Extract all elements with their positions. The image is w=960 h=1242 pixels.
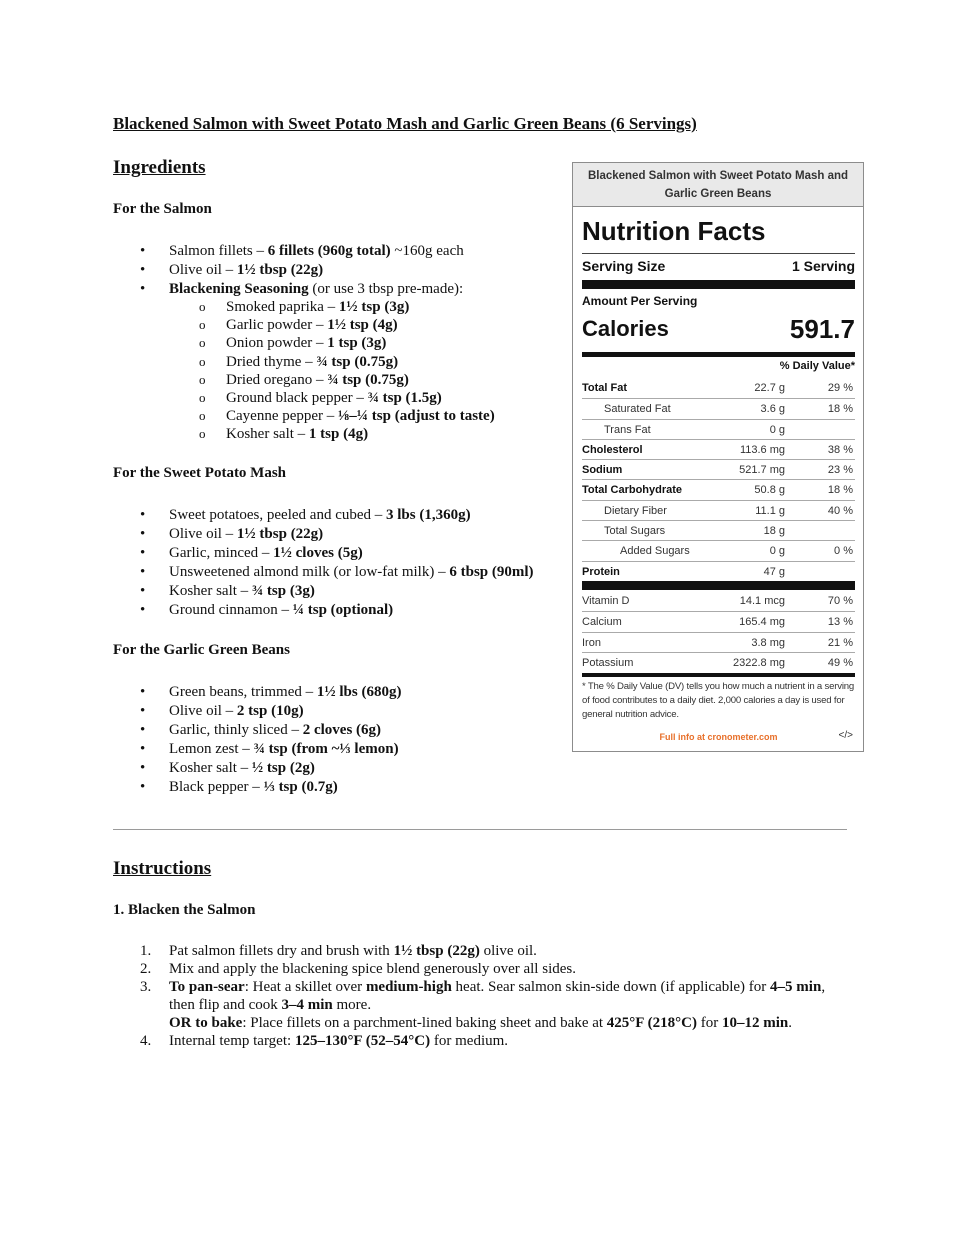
nutrient-row bbox=[582, 479, 855, 499]
nutrient-amount: 521.7 mg bbox=[739, 464, 785, 477]
item-text: Kosher salt – bbox=[169, 583, 252, 599]
item-text: Kosher salt – bbox=[226, 426, 309, 443]
nutrient-row bbox=[582, 520, 855, 540]
nutrient-name: Dietary Fiber bbox=[604, 504, 667, 517]
list-item bbox=[140, 721, 401, 740]
item-text: Cayenne pepper – bbox=[226, 408, 339, 425]
step-emphasis: 425°F (218°C) bbox=[606, 1015, 697, 1031]
list-item bbox=[140, 280, 464, 299]
nutrient-row bbox=[582, 439, 855, 459]
item-quantity: 6 fillets (960g total) bbox=[267, 243, 391, 259]
item-quantity: 2 cloves (6g) bbox=[302, 722, 382, 738]
mash-heading: For the Sweet Potato Mash bbox=[113, 465, 287, 481]
beans-heading: For the Garlic Green Beans bbox=[113, 642, 290, 658]
divider bbox=[582, 253, 855, 254]
nutrient-name: Total Carbohydrate bbox=[582, 484, 683, 497]
step1-list bbox=[140, 942, 840, 1050]
item-text: Dried thyme – bbox=[226, 353, 317, 370]
serving-size-value: 1 Serving bbox=[791, 258, 855, 274]
instruction-step bbox=[140, 942, 840, 960]
step-text: heat. Sear salmon skin-side down (if applicable) for bbox=[451, 979, 771, 995]
thick-divider bbox=[582, 280, 855, 289]
nutrient-name: Calcium bbox=[582, 616, 622, 629]
nutrient-name: Added Sugars bbox=[620, 545, 690, 558]
nutrient-daily-value: 23 % bbox=[827, 464, 853, 477]
nutrient-row bbox=[582, 419, 855, 439]
nutrient-name: Total Fat bbox=[582, 382, 628, 394]
step-number: 4. bbox=[140, 1033, 152, 1049]
nutrient-daily-value: 0 % bbox=[834, 545, 853, 558]
salmon-list bbox=[140, 242, 464, 299]
nutrient-name: Iron bbox=[582, 636, 601, 649]
list-item bbox=[197, 353, 495, 371]
nutrient-rows bbox=[582, 378, 855, 581]
item-text: Smoked paprika – bbox=[226, 299, 339, 315]
step-text: , then flip and cook bbox=[169, 979, 826, 1013]
item-quantity: 1½ tsp (4g) bbox=[327, 317, 398, 334]
item-quantity: 1½ tbsp (22g) bbox=[236, 526, 324, 542]
nutrient-amount: 11.1 g bbox=[755, 504, 785, 517]
step-text: for medium. bbox=[430, 1033, 509, 1049]
medium-divider bbox=[582, 352, 855, 357]
list-item bbox=[140, 759, 401, 778]
step-text: : Heat a skillet over bbox=[244, 979, 366, 995]
nutrient-row bbox=[582, 500, 855, 520]
nutrient-name: Cholesterol bbox=[582, 443, 643, 456]
list-item bbox=[140, 702, 401, 721]
list-item bbox=[140, 506, 534, 525]
step-text: Mix and apply the blackening spice blend generously over all sides. bbox=[169, 961, 576, 977]
item-quantity: 1½ tbsp (22g) bbox=[236, 262, 324, 278]
item-quantity: ⅓ tsp (0.7g) bbox=[263, 779, 338, 795]
list-item bbox=[140, 242, 464, 261]
list-item bbox=[197, 371, 495, 389]
nutrient-amount: 18 g bbox=[763, 525, 785, 538]
step-number: 1. bbox=[140, 943, 152, 959]
nutrient-row bbox=[582, 591, 855, 611]
nutrient-name: Potassium bbox=[582, 656, 634, 669]
item-text: Olive oil – bbox=[169, 262, 237, 278]
instruction-step bbox=[140, 1032, 840, 1050]
list-item bbox=[140, 525, 534, 544]
step-text: Pat salmon fillets dry and brush with bbox=[169, 943, 394, 959]
item-quantity: Blackening Seasoning bbox=[169, 281, 309, 297]
step-emphasis: medium-high bbox=[365, 979, 452, 995]
item-quantity: 1 tsp (3g) bbox=[327, 335, 387, 352]
item-quantity: ¾ tsp (0.75g) bbox=[327, 371, 409, 388]
item-quantity: ¾ tsp (0.75g) bbox=[316, 353, 399, 370]
nutrient-amount: 3.8 mg bbox=[751, 636, 785, 649]
item-text: Garlic, thinly sliced – bbox=[169, 722, 303, 738]
item-note: ~160g each bbox=[390, 243, 464, 259]
list-item bbox=[197, 407, 495, 425]
list-item bbox=[140, 778, 401, 797]
step-number: 2. bbox=[140, 961, 152, 977]
list-item bbox=[140, 261, 464, 280]
nutrient-name: Total Sugars bbox=[604, 525, 666, 538]
step-text: olive oil. bbox=[479, 943, 537, 959]
nutrient-name: Sodium bbox=[582, 464, 623, 477]
item-text: Black pepper – bbox=[169, 779, 264, 795]
list-item bbox=[197, 316, 495, 334]
nutrition-label bbox=[572, 162, 864, 752]
item-quantity: 1½ cloves (5g) bbox=[273, 545, 363, 561]
item-quantity: 1 tsp (4g) bbox=[308, 426, 369, 443]
nutrient-daily-value: 49 % bbox=[827, 656, 853, 669]
nutrient-daily-value: 40 % bbox=[827, 504, 853, 517]
amount-per-serving: Amount Per Serving bbox=[582, 294, 698, 308]
item-text: Sweet potatoes, peeled and cubed – bbox=[169, 507, 387, 523]
nutrition-label-header: Blackened Salmon with Sweet Potato Mash and Garlic Green Beans bbox=[573, 163, 863, 207]
daily-value-footnote: * The % Daily Value (DV) tells you how much a nutrient in a serving of food contributes to a daily diet. 2,000 calories a day is used for general nutrition advice. bbox=[582, 681, 855, 720]
item-text: Green beans, trimmed – bbox=[169, 684, 317, 700]
step-emphasis: 1½ tbsp (22g) bbox=[393, 943, 480, 959]
nutrient-daily-value: 38 % bbox=[827, 443, 853, 456]
instruction-step bbox=[140, 978, 840, 1032]
step-text: for bbox=[696, 1015, 722, 1031]
medium-divider bbox=[582, 673, 855, 677]
step-number: 3. bbox=[140, 979, 152, 995]
document-title: Blackened Salmon with Sweet Potato Mash and Garlic Green Beans (6 Servings) bbox=[113, 114, 697, 133]
nutrient-row bbox=[582, 378, 855, 398]
nutrient-name: Protein bbox=[582, 565, 620, 578]
item-text: Dried oregano – bbox=[226, 371, 328, 388]
list-item bbox=[197, 334, 495, 352]
nutrient-daily-value: 21 % bbox=[827, 636, 853, 649]
item-quantity: 6 tbsp (90ml) bbox=[449, 564, 534, 580]
item-text: Ground cinnamon – bbox=[169, 602, 293, 618]
instructions-heading: Instructions bbox=[113, 858, 212, 879]
nutrient-amount: 0 g bbox=[769, 545, 785, 558]
item-quantity: ½ tsp (2g) bbox=[251, 760, 315, 776]
step-emphasis: To pan-sear bbox=[169, 979, 245, 995]
micronutrient-rows bbox=[582, 591, 855, 672]
nutrient-daily-value: 29 % bbox=[827, 382, 853, 394]
nutrient-row bbox=[582, 540, 855, 560]
nutrient-name: Vitamin D bbox=[582, 595, 630, 607]
salmon-heading: For the Salmon bbox=[113, 201, 212, 217]
nutrient-daily-value: 13 % bbox=[827, 616, 853, 629]
item-quantity: ¾ tsp (from ~⅓ lemon) bbox=[253, 741, 399, 757]
item-text: Unsweetened almond milk (or low-fat milk) – bbox=[169, 564, 450, 580]
step-text: more. bbox=[332, 997, 372, 1013]
item-text: Ground black pepper – bbox=[226, 389, 368, 406]
item-text: Kosher salt – bbox=[169, 760, 252, 776]
embed-code-icon[interactable]: </> bbox=[838, 730, 853, 741]
mash-list bbox=[140, 506, 534, 620]
nutrient-amount: 3.6 g bbox=[760, 403, 785, 416]
nutrient-row bbox=[582, 632, 855, 652]
serving-size-label: Serving Size bbox=[582, 258, 666, 274]
thick-divider bbox=[582, 581, 855, 590]
list-item bbox=[140, 683, 401, 702]
seasoning-list bbox=[197, 298, 495, 444]
cronometer-link[interactable]: Full info at cronometer.com bbox=[659, 732, 778, 742]
step-text: : Place fillets on a parchment-lined baking sheet and bake at bbox=[242, 1015, 607, 1031]
list-item bbox=[140, 563, 534, 582]
nutrient-amount: 113.6 mg bbox=[739, 443, 785, 456]
nutrient-amount: 165.4 mg bbox=[739, 616, 785, 629]
nutrient-name: Trans Fat bbox=[604, 423, 651, 436]
item-quantity: 3 lbs (1,360g) bbox=[386, 507, 471, 523]
step-emphasis: 4–5 min bbox=[770, 979, 822, 995]
nutrient-row bbox=[582, 398, 855, 418]
nutrient-daily-value: 18 % bbox=[827, 403, 853, 416]
nutrient-amount: 14.1 mcg bbox=[739, 595, 785, 607]
step-emphasis: OR to bake bbox=[169, 1015, 243, 1031]
item-quantity: ¾ tsp (1.5g) bbox=[367, 389, 442, 406]
list-item bbox=[140, 544, 534, 563]
instruction-step bbox=[140, 960, 840, 978]
list-item bbox=[197, 389, 495, 407]
item-text: Garlic powder – bbox=[226, 317, 328, 334]
item-quantity: ¾ tsp (3g) bbox=[251, 583, 315, 599]
step-text: . bbox=[788, 1015, 792, 1031]
list-item bbox=[140, 601, 534, 620]
item-quantity: ¼ tsp (optional) bbox=[292, 602, 394, 618]
item-text: Olive oil – bbox=[169, 703, 237, 719]
nutrient-name: Saturated Fat bbox=[604, 403, 671, 416]
beans-list bbox=[140, 683, 401, 797]
step1-heading: 1. Blacken the Salmon bbox=[113, 902, 256, 918]
nutrient-row bbox=[582, 459, 855, 479]
nutrient-row bbox=[582, 652, 855, 672]
item-quantity: 2 tsp (10g) bbox=[236, 703, 304, 719]
nutrient-daily-value: 18 % bbox=[827, 484, 853, 497]
item-quantity: 1½ lbs (680g) bbox=[316, 684, 402, 700]
nutrient-amount: 22.7 g bbox=[754, 382, 785, 394]
item-text: Olive oil – bbox=[169, 526, 237, 542]
nutrient-amount: 0 g bbox=[769, 423, 785, 436]
item-note: (or use 3 tbsp pre-made): bbox=[308, 281, 464, 297]
list-item bbox=[140, 740, 401, 759]
item-quantity: 1½ tsp (3g) bbox=[338, 299, 410, 315]
step-emphasis: 10–12 min bbox=[721, 1015, 789, 1031]
nutrient-row bbox=[582, 561, 855, 581]
list-item bbox=[197, 425, 495, 443]
item-quantity: ⅛–¼ tsp (adjust to taste) bbox=[338, 408, 495, 425]
nutrition-facts-title: Nutrition Facts bbox=[582, 216, 766, 246]
step-emphasis: 125–130°F (52–54°C) bbox=[294, 1033, 431, 1049]
step-text: Internal temp target: bbox=[169, 1033, 295, 1049]
nutrient-row bbox=[582, 611, 855, 631]
section-divider bbox=[113, 829, 847, 830]
calories-value: 591.7 bbox=[789, 314, 855, 344]
list-item bbox=[140, 582, 534, 601]
item-text: Salmon fillets – bbox=[169, 243, 268, 259]
item-text: Onion powder – bbox=[226, 335, 328, 352]
calories-label: Calories bbox=[582, 316, 669, 341]
ingredients-heading: Ingredients bbox=[113, 157, 206, 178]
nutrient-amount: 2322.8 mg bbox=[733, 656, 785, 669]
nutrient-daily-value: 70 % bbox=[827, 595, 853, 607]
nutrient-amount: 50.8 g bbox=[754, 484, 785, 497]
step-emphasis: 3–4 min bbox=[281, 997, 333, 1013]
list-item bbox=[197, 298, 495, 316]
nutrient-amount: 47 g bbox=[763, 565, 785, 578]
item-text: Lemon zest – bbox=[169, 741, 254, 757]
item-text: Garlic, minced – bbox=[169, 545, 274, 561]
daily-value-header: % Daily Value* bbox=[779, 360, 855, 372]
